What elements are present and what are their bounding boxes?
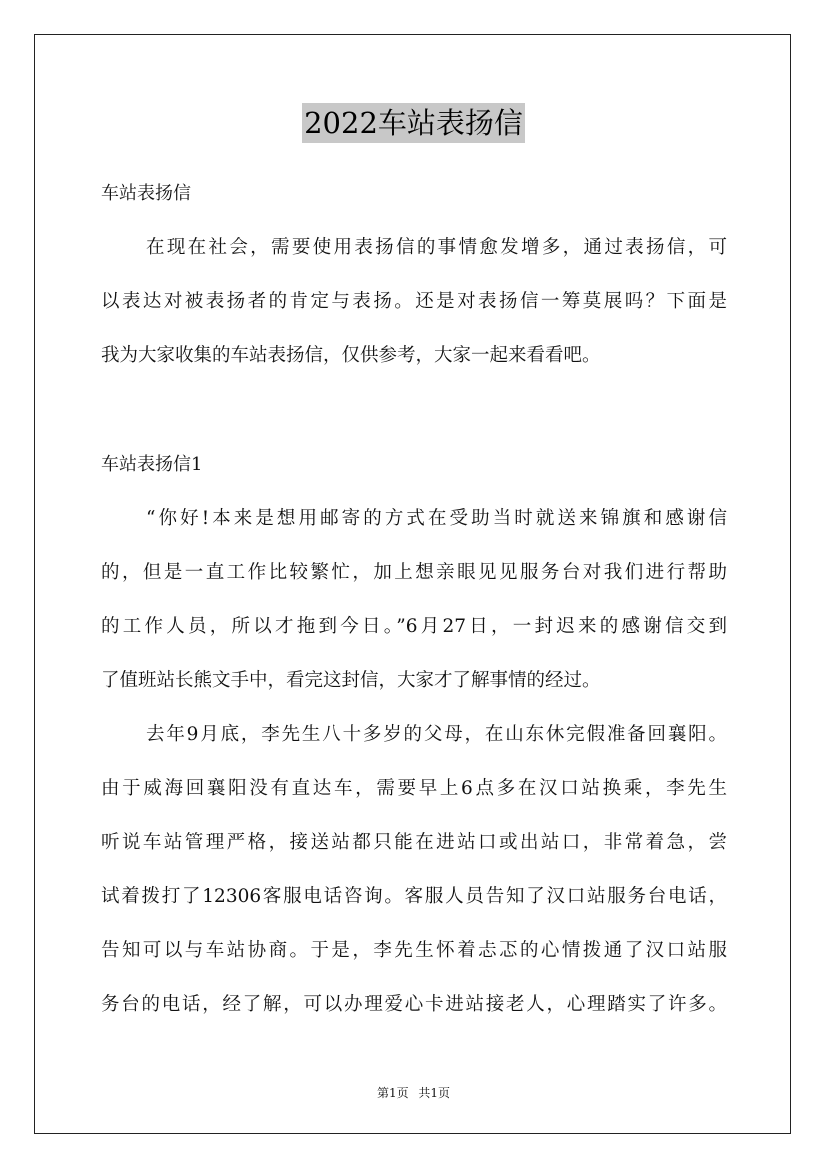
paragraph-line: 去年9月底，李先生八十多岁的父母，在山东休完假准备回襄阳。 <box>146 724 727 745</box>
section-heading: 车站表扬信 <box>101 183 191 204</box>
paragraph-line: 的工作人员，所以才拖到今日。”6月27日，一封迟来的感谢信交到 <box>101 616 727 637</box>
paragraph-line: 务台的电话，经了解，可以办理爱心卡进站接老人，心理踏实了许多。 <box>101 994 727 1015</box>
title-container <box>0 103 827 143</box>
paragraph-line: 了值班站长熊文手中，看完这封信，大家才了解事情的经过。 <box>101 670 601 691</box>
intro-line: 我为大家收集的车站表扬信，仅供参考，大家一起来看看吧。 <box>101 345 601 366</box>
page-number: 第1页 <box>376 1086 409 1100</box>
intro-line: 在现在社会，需要使用表扬信的事情愈发增多，通过表扬信，可 <box>146 237 727 258</box>
document-title: 2022车站表扬信 <box>302 103 525 143</box>
intro-line: 以表达对被表扬者的肯定与表扬。还是对表扬信一筹莫展吗？下面是 <box>101 291 727 312</box>
page-total: 共1页 <box>418 1086 451 1100</box>
paragraph-line: 听说车站管理严格，接送站都只能在进站口或出站口，非常着急，尝 <box>101 832 727 853</box>
paragraph-line: 告知可以与车站协商。于是，李先生怀着忐忑的心情拨通了汉口站服 <box>101 940 727 961</box>
paragraph-line: 的，但是一直工作比较繁忙，加上想亲眼见见服务台对我们进行帮助 <box>101 562 727 583</box>
paragraph-line: “你好!本来是想用邮寄的方式在受助当时就送来锦旗和感谢信 <box>146 508 727 529</box>
paragraph-line: 试着拨打了12306客服电话咨询。客服人员告知了汉口站服务台电话， <box>101 886 727 907</box>
section-heading: 车站表扬信1 <box>101 454 203 475</box>
page-footer <box>0 1085 827 1101</box>
paragraph-line: 由于威海回襄阳没有直达车，需要早上6点多在汉口站换乘，李先生 <box>101 778 727 799</box>
